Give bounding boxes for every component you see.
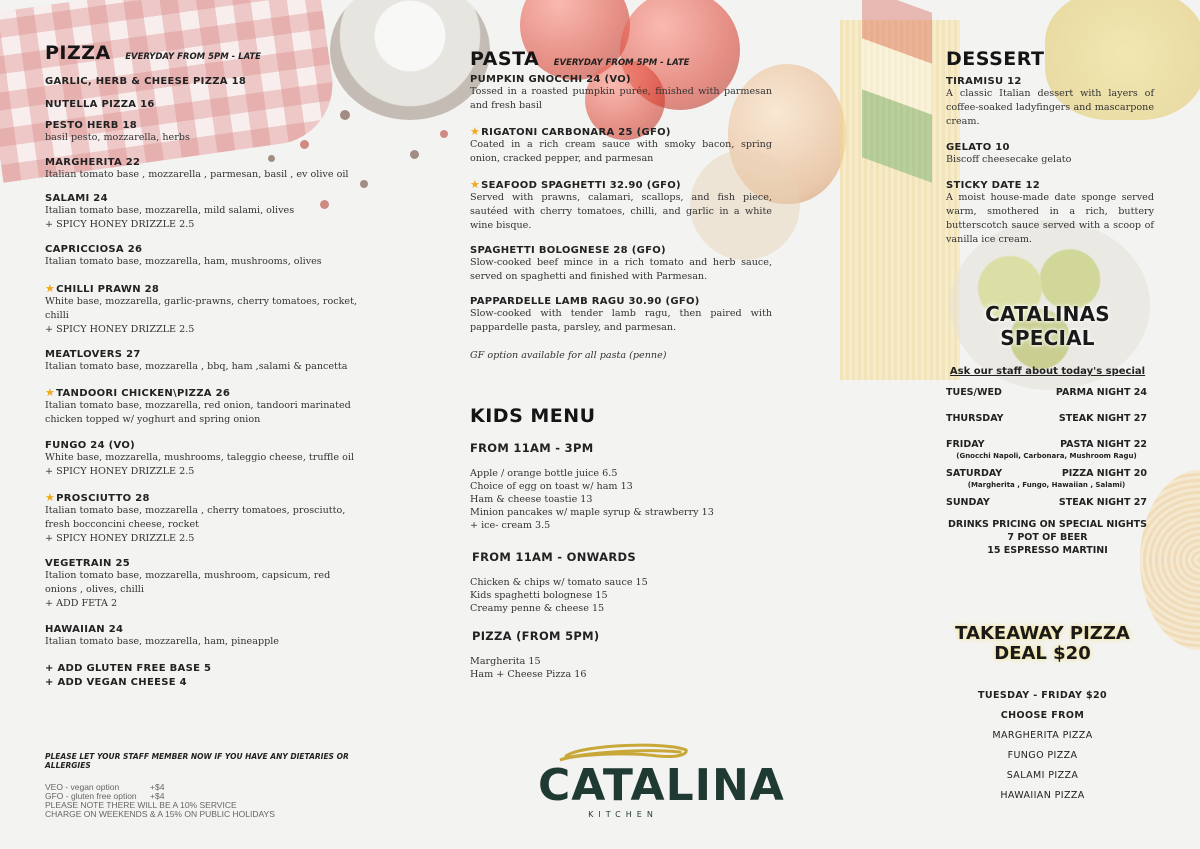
pizza-item-name-text: MEATLOVERS 27 [45, 349, 141, 360]
drinks-martini: 15 ESPRESSO MARTINI [987, 545, 1108, 556]
pizza-addons [45, 663, 365, 688]
dessert-list [946, 76, 1154, 247]
special-row [946, 468, 1147, 479]
gfo-price: +$4 [150, 791, 165, 801]
gfo-label: GFO - gluten free option [45, 791, 137, 801]
pizza-item [45, 120, 365, 145]
takeaway-option: SALAMI PIZZA [1006, 770, 1079, 781]
special-offer: PIZZA NIGHT 20 [1061, 468, 1147, 479]
takeaway-title-line-2: DEAL $20 [994, 643, 1091, 664]
kids-section-list [470, 655, 772, 681]
dessert-item [946, 142, 1154, 167]
kids-section [470, 405, 772, 681]
pizza-item [45, 99, 365, 110]
dessert-item-name: STICKY DATE 12 [946, 180, 1041, 191]
pizza-title: PIZZA [45, 42, 111, 64]
pasta-item-desc: Slow-cooked with tender lamb ragu, then paired with pappardelle pasta, parsley, and parmesan. [470, 308, 772, 333]
pizza-item-name [45, 193, 365, 204]
catalina-logo [538, 742, 785, 819]
peppercorn [440, 130, 448, 138]
kids-menu-line: Ham + Cheese Pizza 16 [470, 669, 587, 680]
pizza-item-name [45, 440, 365, 451]
kids-section-list [470, 467, 772, 532]
takeaway-option: HAWAIIAN PIZZA [1000, 790, 1085, 801]
pizza-item-name [45, 282, 365, 295]
special-offer: PARMA NIGHT 24 [1055, 387, 1147, 398]
takeaway-title [940, 624, 1145, 664]
kids-menu-line: + ice- cream 3.5 [470, 520, 551, 531]
pizza-item-name-text: PESTO HERB 18 [45, 120, 137, 131]
pizza-header [45, 42, 365, 64]
dessert-item-desc: A classic Italian dessert with layers of coffee-soaked ladyfingers and mascarpone cream. [946, 88, 1154, 127]
pizza-item-name [45, 244, 365, 255]
special-day: THURSDAY [946, 413, 1004, 424]
pasta-item [470, 125, 772, 166]
pasta-item-name [470, 125, 772, 138]
pizza-section [45, 42, 365, 688]
pasta-item-name-text: SEAFOOD SPAGHETTI 32.90 (GFO) [481, 180, 681, 191]
pizza-item-desc: White base, mozzarella, garlic-prawns, cherry tomatoes, rocket, chilli [45, 296, 358, 321]
special-section [940, 302, 1155, 557]
kids-menu-line: Kids spaghetti bolognese 15 [470, 590, 608, 601]
pizza-item-desc: Italian tomato base, mozzarella , cherry tomatoes, prosciutto, fresh bocconcini cheese, rocket [45, 505, 346, 530]
drinks-pricing [940, 518, 1155, 557]
takeaway-section [940, 624, 1145, 801]
star-icon: ★ [45, 386, 56, 399]
pasta-item-desc: Slow-cooked beef mince in a rich tomato and herb sauce, served on spaghetti and finished with Parmesan. [470, 257, 772, 282]
pizza-item-name-text: TANDOORI CHICKEN\PIZZA 26 [56, 388, 231, 399]
pasta-item [470, 178, 772, 233]
pizza-item-name-text: SALAMI 24 [45, 193, 108, 204]
special-row [946, 497, 1147, 508]
kids-section-heading: PIZZA (FROM 5PM) [472, 629, 600, 643]
pizza-item [45, 244, 365, 269]
pizza-list [45, 76, 365, 649]
pizza-item-name-text: PROSCIUTTO 28 [56, 493, 150, 504]
pizza-item-desc: Italian tomato base, mozzarella, ham, pineapple [45, 636, 279, 647]
star-icon: ★ [45, 282, 56, 295]
pizza-item-desc: Italian tomato base, mozzarella, red onion, tandoori marinated chicken topped w/ yoghurt and spring onion [45, 400, 351, 425]
pizza-item [45, 440, 365, 479]
pizza-item-desc: basil pesto, mozzarella, herbs [45, 132, 190, 143]
pizza-item [45, 193, 365, 232]
pizza-item-name-text: GARLIC, HERB & CHEESE PIZZA 18 [45, 76, 247, 87]
takeaway-title-line-1: TAKEAWAY PIZZA [955, 623, 1130, 644]
special-offer: STEAK NIGHT 27 [1058, 497, 1147, 508]
service-note: PLEASE NOTE THERE WILL BE A 10% SERVICE [45, 800, 237, 810]
peppercorn [410, 150, 419, 159]
pasta-section [470, 48, 772, 362]
takeaway-option: FUNGO PIZZA [1007, 750, 1078, 761]
pizza-item [45, 76, 365, 87]
logo-wordmark: CATALINA [538, 760, 785, 811]
special-day: TUES/WED [946, 387, 1002, 398]
pizza-item-extra: + ADD FETA 2 [45, 598, 118, 609]
pizza-item-name-text: FUNGO 24 (VO) [45, 440, 136, 451]
service-note-2: CHARGE ON WEEKENDS & A 15% ON PUBLIC HOLIDAYS [45, 809, 275, 819]
pizza-subtitle: EVERYDAY FROM 5PM - LATE [125, 52, 261, 62]
pasta-item-name [470, 245, 772, 256]
drinks-beer: 7 POT OF BEER [1007, 532, 1088, 543]
option-notes [45, 783, 385, 819]
pizza-item-name [45, 491, 365, 504]
pizza-item-name [45, 76, 365, 87]
pasta-item-name-text: PUMPKIN GNOCCHI 24 (VO) [470, 74, 631, 85]
pizza-item-name-text: CAPRICCIOSA 26 [45, 244, 143, 255]
special-note: (Gnocchi Napoli, Carbonara, Mushroom Ragu) [956, 452, 1137, 460]
takeaway-days: TUESDAY - FRIDAY $20 [978, 690, 1107, 701]
takeaway-option: MARGHERITA PIZZA [992, 730, 1093, 741]
kids-title: KIDS MENU [470, 405, 596, 427]
pizza-item-extra: + SPICY HONEY DRIZZLE 2.5 [45, 466, 195, 477]
veo-price: +$4 [150, 782, 165, 792]
veo-label: VEO - vegan option [45, 782, 120, 792]
pizza-item-desc: Italion tomato base, mozzarella, mushroom, capsicum, red onions , olives, chilli [45, 570, 331, 595]
pasta-item [470, 296, 772, 335]
star-icon: ★ [470, 178, 481, 191]
pizza-item-name [45, 120, 365, 131]
dessert-item [946, 76, 1154, 129]
special-row [946, 387, 1147, 398]
dessert-item-desc: A moist house-made date sponge served warm, smothered in a rich, buttery butterscotch sauce served with a scoop of vanilla ice cream. [946, 192, 1154, 245]
pizza-item [45, 491, 365, 546]
special-day: FRIDAY [946, 439, 985, 450]
star-icon: ★ [470, 125, 481, 138]
special-ask: Ask our staff about today's special [949, 366, 1146, 377]
pasta-list [470, 74, 772, 335]
takeaway-choose: CHOOSE FROM [1000, 710, 1085, 721]
pasta-item-desc: Served with prawns, calamari, scallops, and fish piece, sautéed with cherry tomatoes, chilli, and garlic in a white wine bisque. [470, 192, 772, 231]
pasta-item [470, 245, 772, 284]
kids-section-heading: FROM 11AM - 3PM [470, 441, 594, 455]
pizza-item-extra: + SPICY HONEY DRIZZLE 2.5 [45, 219, 195, 230]
pasta-item-desc: Tossed in a roasted pumpkin purée, finished with parmesan and fresh basil [470, 86, 772, 111]
pasta-item-name [470, 296, 772, 307]
pasta-item-name-text: SPAGHETTI BOLOGNESE 28 (GFO) [470, 245, 666, 256]
pasta-note: GF option available for all pasta (penne) [470, 350, 667, 361]
kids-section-list [470, 576, 772, 615]
pizza-item [45, 157, 365, 182]
pizza-item-name [45, 157, 365, 168]
pizza-item [45, 282, 365, 337]
special-row [946, 413, 1147, 424]
pizza-item [45, 386, 365, 427]
pizza-item-name-text: MARGHERITA 22 [45, 157, 141, 168]
pizza-item-name [45, 386, 365, 399]
special-row [946, 439, 1147, 450]
pizza-item-extra: + SPICY HONEY DRIZZLE 2.5 [45, 533, 195, 544]
pizza-item [45, 624, 365, 649]
takeaway-options [940, 730, 1145, 801]
dessert-section [946, 48, 1154, 247]
special-list [940, 387, 1155, 508]
dessert-item-desc: Biscoff cheesecake gelato [946, 154, 1072, 165]
pizza-item-name-text: CHILLI PRAWN 28 [56, 284, 160, 295]
dessert-title: DESSERT [946, 48, 1045, 70]
pizza-item-desc: Italian tomato base, mozzarella, ham, mushrooms, olives [45, 256, 322, 267]
logo-subtitle: KITCHEN [588, 810, 658, 819]
addon-gluten-free: + ADD GLUTEN FREE BASE 5 [45, 663, 212, 674]
kids-menu-line: Apple / orange bottle juice 6.5 [470, 468, 618, 479]
pizza-item-desc: Italian tomato base, mozzarella, mild salami, olives [45, 205, 295, 216]
pizza-item-name-text: NUTELLA PIZZA 16 [45, 99, 155, 110]
special-offer: PASTA NIGHT 22 [1060, 439, 1147, 450]
pasta-item-desc: Coated in a rich cream sauce with smoky bacon, spring onion, cracked pepper, and parmesan [470, 139, 772, 164]
pasta-item-name-text: PAPPARDELLE LAMB RAGU 30.90 (GFO) [470, 296, 700, 307]
addon-vegan-cheese: + ADD VEGAN CHEESE 4 [45, 677, 187, 688]
star-icon: ★ [45, 491, 56, 504]
notes-section [45, 752, 385, 819]
kids-menu-line: Creamy penne & cheese 15 [470, 603, 605, 614]
pizza-item-desc: Italian tomato base , mozzarella , parmesan, basil , ev olive oil [45, 169, 349, 180]
pasta-header [470, 48, 772, 70]
pizza-item-name-text: VEGETRAIN 25 [45, 558, 130, 569]
pasta-title: PASTA [470, 48, 540, 70]
kids-menu-line: Margherita 15 [470, 656, 541, 667]
dessert-item [946, 180, 1154, 247]
pizza-item-name [45, 99, 365, 110]
italian-ribbon [862, 0, 932, 183]
pizza-item-desc: Italian tomato base, mozzarella , bbq, ham ,salami & pancetta [45, 361, 348, 372]
special-title: CATALINAS SPECIAL [985, 302, 1110, 350]
pizza-item [45, 558, 365, 611]
special-note: (Margherita , Fungo, Hawaiian , Salami) [967, 481, 1126, 489]
dessert-item-name: TIRAMISU 12 [946, 76, 1022, 87]
pasta-item-name [470, 74, 772, 85]
kids-section-heading: FROM 11AM - ONWARDS [472, 550, 636, 564]
pizza-item-desc: White base, mozzarella, mushrooms, taleggio cheese, truffle oil [45, 452, 355, 463]
pasta-item [470, 74, 772, 113]
pizza-item-name [45, 558, 365, 569]
pasta-item-name [470, 178, 772, 191]
drinks-heading: DRINKS PRICING ON SPECIAL NIGHTS [948, 519, 1147, 530]
pizza-item-name [45, 349, 365, 360]
pizza-item-name [45, 624, 365, 635]
special-day: SUNDAY [946, 497, 990, 508]
pasta-subtitle: EVERYDAY FROM 5PM - LATE [553, 58, 690, 68]
kids-menu-line: Chicken & chips w/ tomato sauce 15 [470, 577, 648, 588]
pasta-item-name-text: RIGATONI CARBONARA 25 (GFO) [481, 127, 671, 138]
kids-menu-line: Ham & cheese toastie 13 [470, 494, 593, 505]
kids-menu-line: Minion pancakes w/ maple syrup & strawberry 13 [470, 507, 714, 518]
pizza-item-name-text: HAWAIIAN 24 [45, 624, 124, 635]
dessert-item-name: GELATO 10 [946, 142, 1010, 153]
pizza-item-extra: + SPICY HONEY DRIZZLE 2.5 [45, 324, 195, 335]
pizza-item [45, 349, 365, 374]
special-day: SATURDAY [946, 468, 1003, 479]
special-offer: STEAK NIGHT 27 [1058, 413, 1147, 424]
kids-menu-line: Choice of egg on toast w/ ham 13 [470, 481, 633, 492]
kids-list [470, 441, 772, 681]
dietary-note: PLEASE LET YOUR STAFF MEMBER NOW IF YOU HAVE ANY DIETARIES OR ALLERGIES [45, 752, 349, 770]
